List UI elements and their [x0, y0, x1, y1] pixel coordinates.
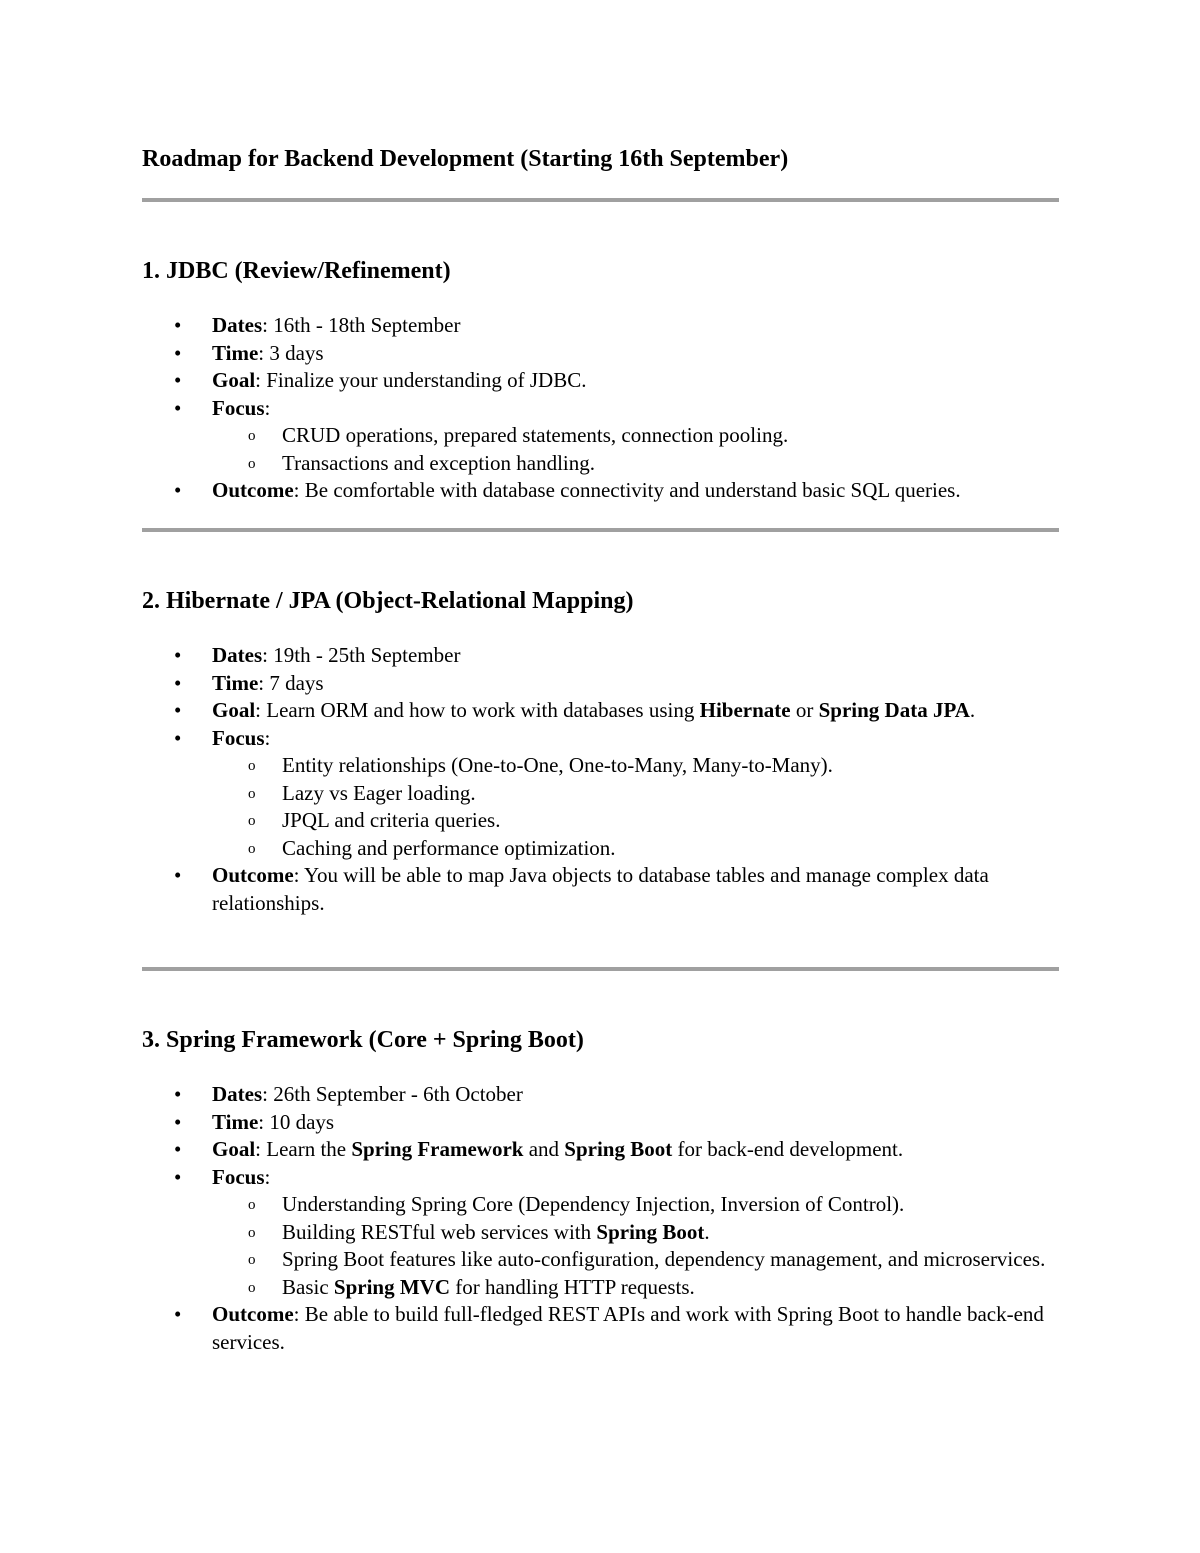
time-value: : 10 days [258, 1109, 335, 1134]
dates-label: Dates [212, 643, 263, 667]
dates-value: : 16th - 18th September [262, 313, 461, 337]
focus-sublist [212, 1191, 1072, 1301]
goal-text: or [790, 698, 819, 722]
goal-text: : Learn ORM and how to work with databases using [255, 698, 700, 722]
horizontal-rule [142, 528, 1059, 532]
focus-label: Focus [212, 395, 265, 420]
focus-label: Focus [212, 1164, 265, 1189]
time-label: Time [212, 670, 259, 695]
focus-item [212, 1219, 1072, 1247]
focus-item: o Lazy vs Eager loading. [212, 780, 1072, 808]
list-item-focus: • Focus: o Entity relationships (One-to-One, One-to-Many, Many-to-Many). o Lazy vs Eager loading. o JPQL and criteria queries. o Caching and performance optimization. [142, 725, 1072, 863]
list-item-goal [142, 367, 1072, 395]
goal-text: for back-end development. [672, 1137, 904, 1161]
list-item-time [142, 1109, 1072, 1137]
outcome-value: : You will be able to map Java objects to database tables and manage complex data relationships. [212, 863, 989, 915]
list-item-focus: • Focus: o Understanding Spring Core (Dependency Injection, Inversion of Control). o Building RESTful web services with Spring Boot. o Spring Boot features like auto-configuration, dependency management, and microservices. o Basic Spring MVC for handling HTTP requests. [142, 1164, 1072, 1302]
list-item-dates [142, 1081, 1072, 1109]
focus-item: o Entity relationships (One-to-One, One-to-Many, Many-to-Many). [212, 752, 1072, 780]
list-item-outcome [142, 862, 1072, 917]
outcome-value: : Be comfortable with database connectivity and understand basic SQL queries. [293, 478, 961, 502]
dates-label: Dates [212, 1082, 263, 1106]
goal-emphasis: Hibernate [699, 698, 791, 722]
focus-item: o Spring Boot features like auto-configuration, dependency management, and microservices. [212, 1246, 1072, 1274]
focus-item: o JPQL and criteria queries. [212, 807, 1072, 835]
section-list-spring [142, 1081, 1072, 1356]
dates-value: : 19th - 25th September [262, 643, 461, 667]
outcome-label: Outcome [212, 863, 294, 887]
horizontal-rule [142, 198, 1059, 202]
time-label: Time [212, 1109, 259, 1134]
outcome-value: : Be able to build full-fledged REST APIs and work with Spring Boot to handle back-end services. [212, 1302, 1044, 1354]
document-title: Roadmap for Backend Development (Starting 16th September) [142, 146, 789, 172]
focus-emphasis: Spring MVC [333, 1274, 451, 1299]
list-item-goal [142, 697, 1072, 725]
goal-label: Goal [212, 368, 256, 392]
goal-label: Goal [212, 698, 256, 722]
outcome-label: Outcome [212, 1302, 294, 1326]
focus-emphasis: Spring Boot [596, 1219, 705, 1244]
goal-text: and [523, 1137, 565, 1161]
time-value: : 7 days [258, 670, 324, 695]
list-item-focus: • Focus: o CRUD operations, prepared statements, connection pooling. o Transactions and exception handling. [142, 395, 1072, 478]
goal-emphasis: Spring Boot [564, 1137, 673, 1161]
focus-text: Building RESTful web services with [282, 1219, 597, 1244]
focus-item: o Caching and performance optimization. [212, 835, 1072, 863]
section-title-spring: 3. Spring Framework (Core + Spring Boot) [142, 1027, 584, 1053]
section-title-jdbc: 1. JDBC (Review/Refinement) [142, 258, 451, 284]
goal-text: : Learn the [255, 1137, 352, 1161]
list-item-dates [142, 312, 1072, 340]
list-item-goal [142, 1136, 1072, 1164]
focus-sublist [212, 752, 1072, 862]
focus-text: for handling HTTP requests. [450, 1274, 695, 1299]
goal-text: . [969, 698, 976, 722]
goal-label: Goal [212, 1137, 256, 1161]
focus-item [212, 1274, 1072, 1302]
time-label: Time [212, 340, 259, 365]
focus-sublist [212, 422, 1072, 477]
dates-value: : 26th September - 6th October [262, 1082, 523, 1106]
focus-item: o Transactions and exception handling. [212, 450, 1072, 478]
list-item-dates [142, 642, 1072, 670]
focus-label: Focus [212, 725, 265, 750]
focus-item: o Understanding Spring Core (Dependency Injection, Inversion of Control). [212, 1191, 1072, 1219]
focus-item: o CRUD operations, prepared statements, connection pooling. [212, 422, 1072, 450]
list-item-time [142, 340, 1072, 368]
focus-text: . [704, 1219, 710, 1244]
focus-text: Basic [282, 1274, 334, 1299]
goal-value: : Finalize your understanding of JDBC. [255, 368, 587, 392]
horizontal-rule [142, 967, 1059, 971]
section-list-hibernate [142, 642, 1072, 917]
list-item-outcome [142, 477, 1072, 505]
list-item-outcome [142, 1301, 1072, 1356]
dates-label: Dates [212, 313, 263, 337]
goal-emphasis: Spring Framework [351, 1137, 524, 1161]
section-list-jdbc [142, 312, 1072, 505]
time-value: : 3 days [258, 340, 324, 365]
outcome-label: Outcome [212, 478, 294, 502]
list-item-time [142, 670, 1072, 698]
section-title-hibernate: 2. Hibernate / JPA (Object-Relational Mapping) [142, 588, 634, 614]
goal-emphasis: Spring Data JPA [818, 698, 970, 722]
